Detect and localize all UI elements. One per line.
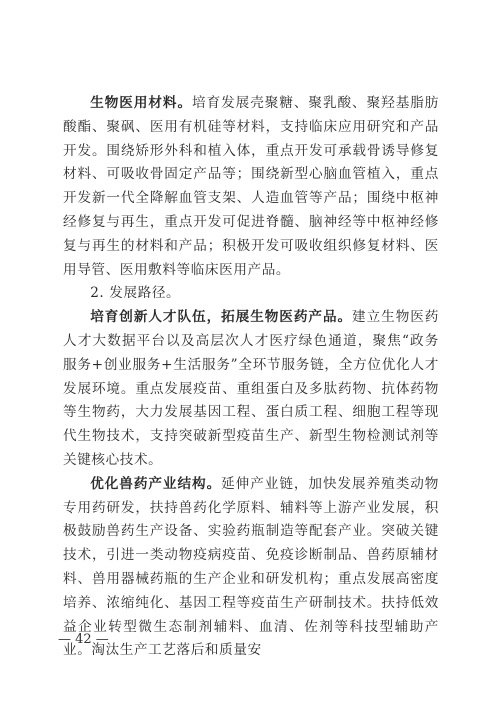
paragraph-text: 延伸产业链，加快发展养殖类动物专用药研发，扶持兽药化学原料、辅料等上游产业发展，积极鼓励兽药生产设备、实验药瓶制造等配套产业。突破关键技术，引进一类动物疫病疫苗、免疫诊断制品、兽药原辅材料、兽用器械药瓶的生产企业和研发机构；重点发展高密度培养、浓缩纯化、基因工程等疫苗生产研制技术。扶持低效益企业转型微生态制剂辅料、血清、佐剂等科技型辅助产业。淘汰生产工艺落后和质量安 <box>63 475 439 659</box>
paragraph-lead: 优化兽药产业结构。 <box>90 475 222 492</box>
paragraph-biomaterials <box>63 92 439 282</box>
paragraph-lead: 生物医用材料。 <box>90 95 193 111</box>
document-body <box>63 92 439 663</box>
page-number: — 42 — <box>58 632 109 647</box>
paragraph-veterinary <box>63 473 439 663</box>
section-heading-text: 2. 发展路径。 <box>90 285 181 302</box>
paragraph-text: 培育发展壳聚糖、聚乳酸、聚羟基脂肪酸酯、聚砜、医用有机硅等材料，支持临床应用研究和产品开发。围绕矫形外科和植入体，重点开发可承载骨诱导修复材料、可吸收骨固定产品等；围绕新型心脑血管植入，重点开发新一代全降解血管支架、人造血管等产品；围绕中枢神经修复与再生，重点开发可促进脊髓、脑神经等中枢神经修复与再生的材料和产品；积极开发可吸收组织修复材料、医用导管、医用敷料等临床医用产品。 <box>63 95 439 278</box>
paragraph-text: 建立生物医药人才大数据平台以及高层次人才医疗绿色通道，聚焦“政务服务+创业服务+生活服务”全环节服务链，全方位优化人才发展环境。重点发展疫苗、重组蛋白及多肽药物、抗体药物等生物药，大力发展基因工程、蛋白质工程、细胞工程等现代生物技术，支持突破新型疫苗生产、新型生物检测试剂等关键核心技术。 <box>63 309 439 468</box>
paragraph-talent <box>63 306 439 473</box>
paragraph-lead: 培育创新人才队伍，拓展生物医药产品。 <box>90 309 353 326</box>
section-heading <box>63 282 439 306</box>
